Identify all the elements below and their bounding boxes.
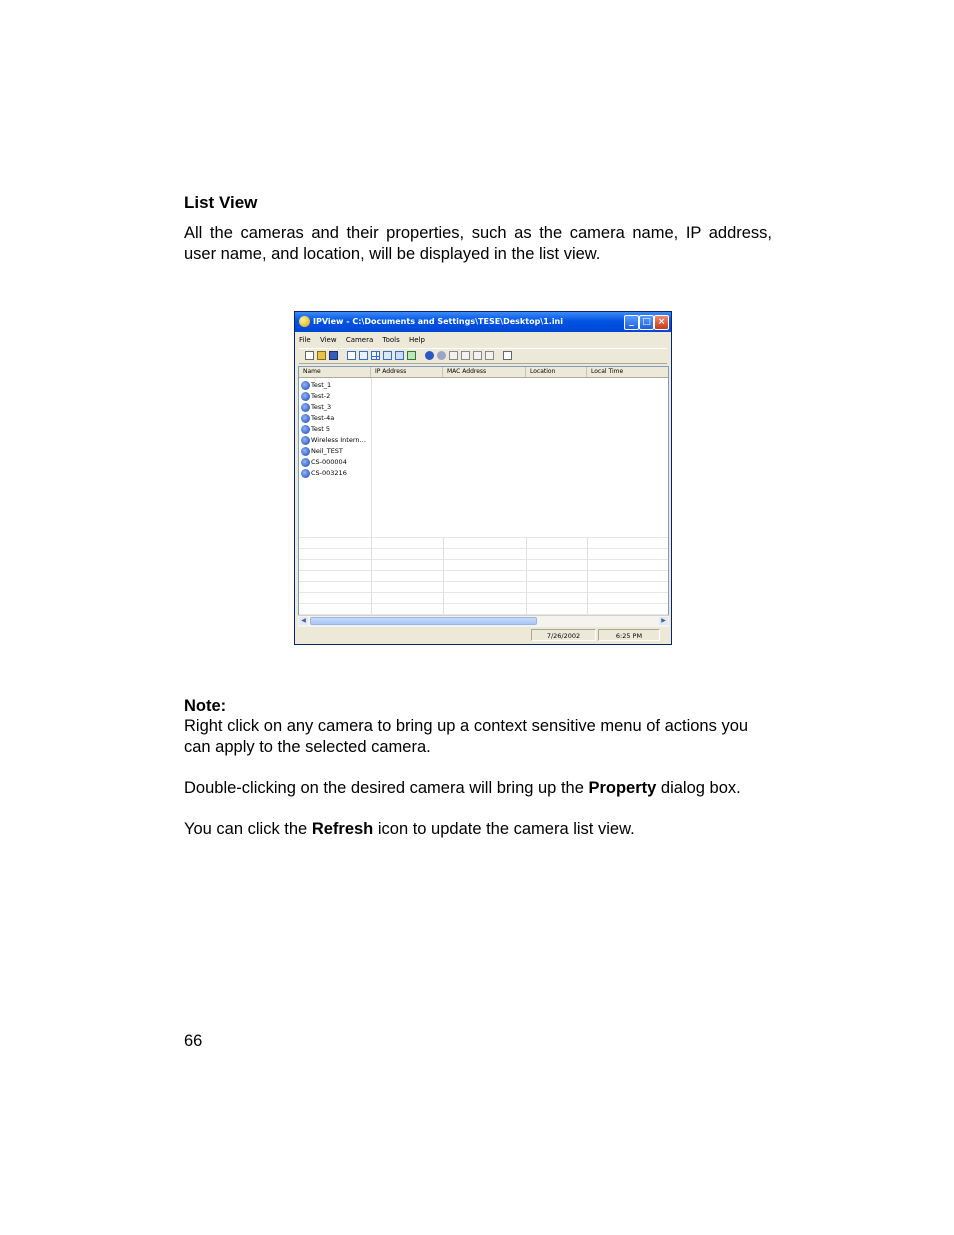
camera-name: Neil_TEST <box>311 447 343 455</box>
camera-icon <box>301 447 310 456</box>
menu-file[interactable]: File <box>299 336 311 344</box>
camera-name: Test-2 <box>311 392 331 400</box>
column-divider <box>443 537 444 617</box>
camera-list-view[interactable] <box>298 366 669 626</box>
camera-row[interactable] <box>299 457 371 468</box>
open-folder-icon[interactable] <box>317 351 326 360</box>
quad-view-icon[interactable] <box>371 351 380 360</box>
play-icon[interactable] <box>473 351 482 360</box>
intro-paragraph: All the cameras and their properties, such as the camera name, IP address, user name, and location, will be displayed in the list view. <box>184 224 772 263</box>
column-divider <box>526 537 527 617</box>
grid-line <box>299 559 668 560</box>
refresh-icon[interactable] <box>407 351 416 360</box>
camera-icon <box>301 403 310 412</box>
status-bar <box>298 628 669 642</box>
grid-line <box>299 537 668 538</box>
ipview-window-screenshot <box>294 311 672 645</box>
camera-icon <box>301 469 310 478</box>
property-term: Property <box>588 779 657 797</box>
note-paragraph-2: Double-clicking on the desired camera will bring up the Property dialog box. <box>184 779 741 797</box>
status-date: 7/26/2002 <box>531 629 596 641</box>
grid-line <box>299 570 668 571</box>
camera-name: Wireless Intern… <box>311 436 367 444</box>
camera-icon <box>301 425 310 434</box>
camera-row[interactable] <box>299 380 371 391</box>
horizontal-scrollbar[interactable] <box>298 615 669 627</box>
status-time: 6:25 PM <box>598 629 660 641</box>
menu-camera[interactable]: Camera <box>345 336 374 344</box>
toolbar <box>299 348 667 364</box>
properties-icon[interactable] <box>503 351 512 360</box>
camera-row[interactable] <box>299 468 371 479</box>
section-heading: List View <box>184 193 258 212</box>
column-local-time[interactable]: Local Time <box>587 367 669 377</box>
list-header <box>299 367 668 378</box>
column-ip-address[interactable]: IP Address <box>371 367 443 377</box>
camera-icon <box>301 414 310 423</box>
add-camera-icon[interactable] <box>425 351 434 360</box>
stop-icon[interactable] <box>485 351 494 360</box>
camera-icon <box>301 458 310 467</box>
note-paragraph-1: Right click on any camera to bring up a context sensitive menu of actions you can apply to the selected camera. <box>184 717 749 756</box>
column-location[interactable]: Location <box>526 367 587 377</box>
camera-row[interactable] <box>299 413 371 424</box>
column-mac-address[interactable]: MAC Address <box>443 367 526 377</box>
window-title: IPView - C:\Documents and Settings\TESE\Desktop\1.ini <box>313 317 563 326</box>
page-number: 66 <box>184 1032 203 1050</box>
note-label: Note: <box>184 697 227 715</box>
camera-icon <box>301 436 310 445</box>
camera-name: Test_3 <box>311 403 332 411</box>
menu-help[interactable]: Help <box>409 336 425 344</box>
single-view-icon[interactable] <box>359 351 368 360</box>
camera-name: Test 5 <box>311 425 331 433</box>
camera-name: CS-000004 <box>311 458 347 466</box>
maximize-button[interactable]: □ <box>639 315 654 330</box>
snapshot-icon[interactable] <box>461 351 470 360</box>
camera-icon <box>301 381 310 390</box>
scroll-thumb[interactable] <box>310 617 537 625</box>
scroll-right-icon[interactable]: ▶ <box>659 617 668 625</box>
app-icon <box>299 316 310 327</box>
close-button[interactable]: × <box>654 315 669 330</box>
column-divider <box>587 537 588 617</box>
menu-bar <box>299 334 432 346</box>
minimize-button[interactable]: _ <box>624 315 639 330</box>
column-name[interactable]: Name <box>299 367 371 377</box>
refresh-term: Refresh <box>311 820 374 838</box>
new-file-icon[interactable] <box>305 351 314 360</box>
camera-row[interactable] <box>299 402 371 413</box>
camera-row[interactable] <box>299 424 371 435</box>
scroll-left-icon[interactable]: ◀ <box>299 617 308 625</box>
grid-line <box>299 603 668 604</box>
list-view-icon[interactable] <box>347 351 356 360</box>
nine-view-icon[interactable] <box>383 351 392 360</box>
edit-icon[interactable] <box>449 351 458 360</box>
camera-name: Test-4a <box>311 414 335 422</box>
sixteen-view-icon[interactable] <box>395 351 404 360</box>
save-icon[interactable] <box>329 351 338 360</box>
camera-name: CS-003216 <box>311 469 347 477</box>
grid-line <box>299 581 668 582</box>
title-bar <box>295 312 671 332</box>
grid-line <box>299 592 668 593</box>
camera-icon <box>301 392 310 401</box>
camera-row[interactable] <box>299 435 371 446</box>
camera-row[interactable] <box>299 391 371 402</box>
note-paragraph-3: You can click the Refresh icon to update the camera list view. <box>184 820 635 838</box>
grid-line <box>299 548 668 549</box>
menu-view[interactable]: View <box>319 336 337 344</box>
menu-tools[interactable]: Tools <box>382 336 400 344</box>
camera-row[interactable] <box>299 446 371 457</box>
camera-name: Test_1 <box>311 381 332 389</box>
remove-camera-icon[interactable] <box>437 351 446 360</box>
